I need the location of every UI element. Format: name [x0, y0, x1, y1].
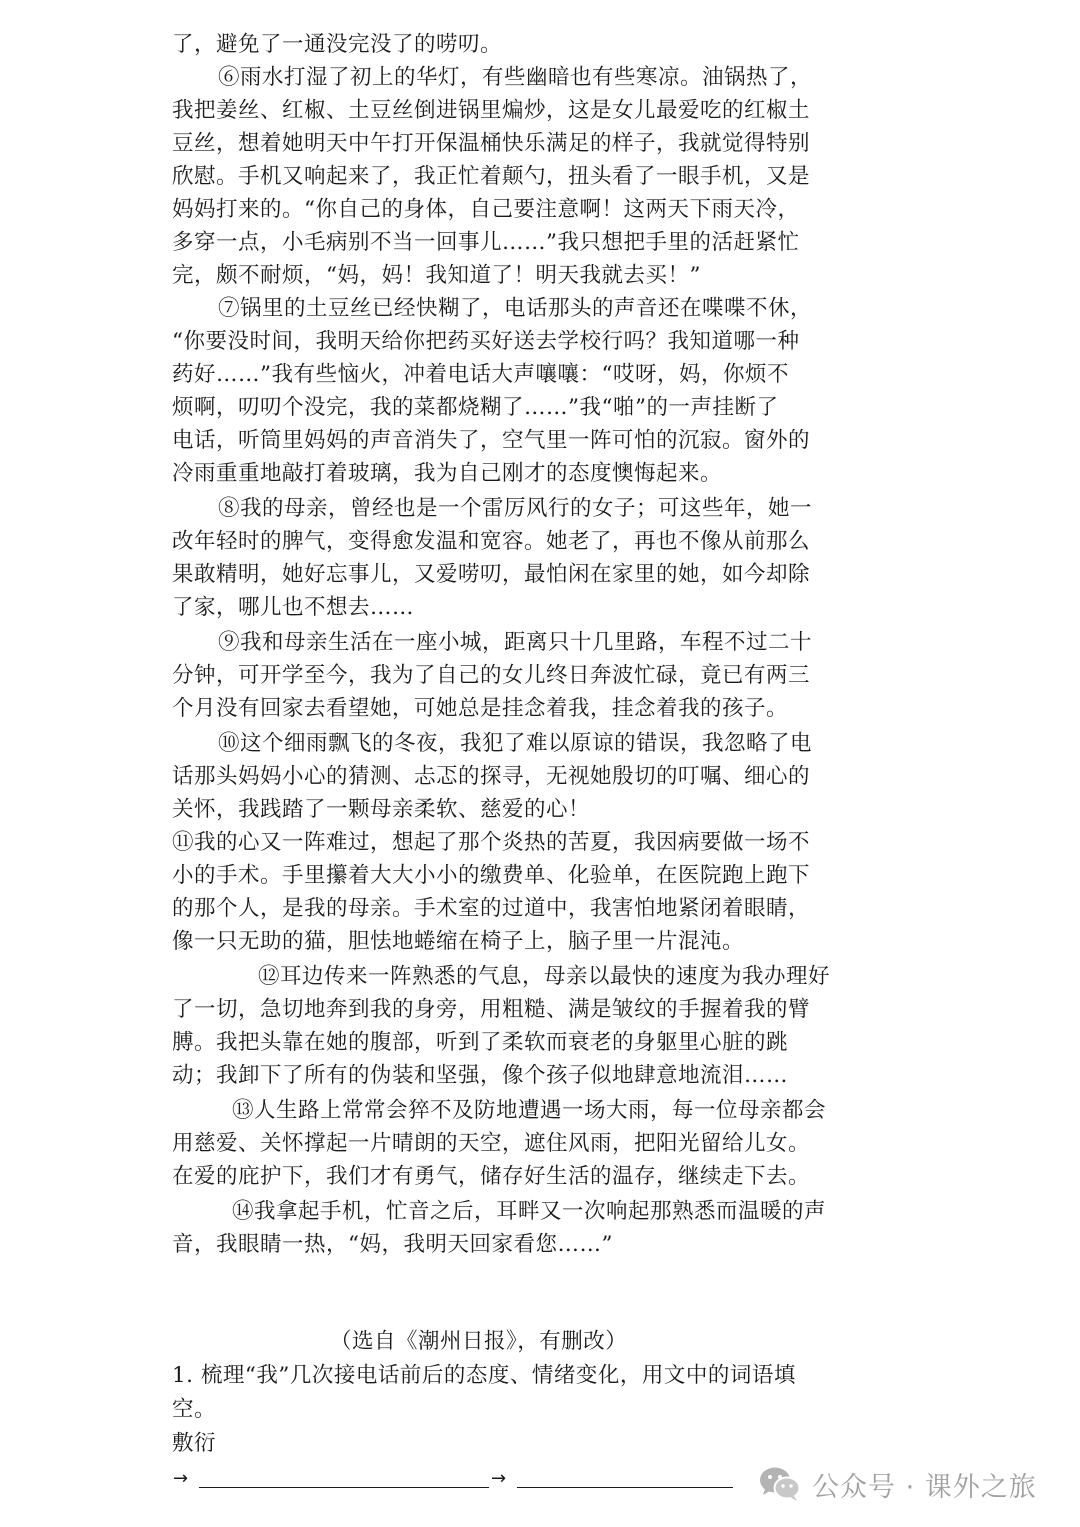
passage-line: 烦啊，叨叨个没完，我的菜都烧糊了……”我“啪”的一声挂断了 [172, 395, 779, 420]
passage-line: 妈妈打来的。“你自己的身体，自己要注意啊！这两天下雨天冷， [172, 197, 800, 222]
watermark [758, 1462, 1037, 1506]
passage-line: 冷雨重重地敲打着玻璃，我为自己刚才的态度懊悔起来。 [172, 461, 723, 486]
passage-line: ⑫耳边传来一阵熟悉的气息，母亲以最快的速度为我办理好 [258, 964, 831, 989]
passage-line: 药好……”我有些恼火，冲着电话大声嚷嚷：“哎呀，妈，你烦不 [172, 362, 789, 387]
passage-line: 的那个人，是我的母亲。手术室的过道中，我害怕地紧闭着眼睛， [172, 896, 811, 921]
passage-line: 完，颇不耐烦，“妈，妈！我知道了！明天我就去买！” [172, 263, 701, 288]
question-line: 1. 梳理“我”几次接电话前后的态度、情绪变化，用文中的词语填 [172, 1363, 796, 1388]
passage-line: 改年轻时的脾气，变得愈发温和宽容。她老了，再也不像从前那么 [172, 529, 811, 554]
passage-line: 电话，听筒里妈妈的声音消失了，空气里一阵可怕的沉寂。窗外的 [172, 428, 811, 453]
arrow-1: → [173, 1468, 189, 1489]
passage-line: 豆丝，想着她明天中午打开保温桶快乐满足的样子，我就觉得特别 [172, 131, 811, 156]
passage-line: “你要没时间，我明天给你把药买好送去学校行吗？我知道哪一种 [172, 329, 800, 354]
passage-line: 了一切，急切地奔到我的身旁，用粗糙、满是皱纹的手握着我的臂 [172, 997, 811, 1022]
passage-line: 话那头妈妈小心的猜测、忐忑的探寻，无视她殷切的叮嘱、细心的 [172, 764, 811, 789]
arrow-2: → [491, 1468, 507, 1489]
passage-line: ⑩这个细雨飘飞的冬夜，我犯了难以原谅的错误，我忽略了电 [218, 731, 813, 756]
passage-line: ⑦锅里的土豆丝已经快糊了，电话那头的声音还在喋喋不休， [218, 296, 813, 321]
passage-line: ⑪我的心又一阵难过，想起了那个炎热的苦夏，我因病要做一场不 [172, 830, 811, 855]
passage-line: 了，避免了一通没完没了的唠叨。 [172, 32, 503, 57]
source-citation: （选自《潮州日报》，有删改） [330, 1329, 628, 1354]
passage-line: ⑨我和母亲生活在一座小城，距离只十几里路，车程不过二十 [218, 630, 813, 655]
passage-line: 在爱的庇护下，我们才有勇气，储存好生活的温存，继续走下去。 [172, 1164, 811, 1189]
passage-line: 果敢精明，她好忘事儿，又爱唠叨，最怕闲在家里的她，如今却除 [172, 562, 811, 587]
passage-line: 小的手术。手里攥着大大小小的缴费单、化验单，在医院跑上跑下 [172, 863, 811, 888]
passage-line: 像一只无助的猫，胆怯地蜷缩在椅子上，脑子里一片混沌。 [172, 929, 745, 954]
answer-blank-1[interactable] [199, 1487, 489, 1488]
passage-line: ⑥雨水打湿了初上的华灯，有些幽暗也有些寒凉。油锅热了， [218, 65, 813, 90]
passage-line: 多穿一点，小毛病别不当一回事儿……”我只想把手里的活赶紧忙 [172, 230, 800, 255]
answer-first-word: 敷衍 [172, 1431, 217, 1456]
passage-line: ⑧我的母亲，曾经也是一个雷厉风行的女子；可这些年，她一 [218, 496, 813, 521]
passage-line: 用慈爱、关怀撑起一片晴朗的天空，遮住风雨，把阳光留给儿女。 [172, 1131, 811, 1156]
answer-blank-2[interactable] [517, 1487, 733, 1488]
answer-blanks [173, 1465, 733, 1505]
watermark-text: 公众号 · 课外之旅 [812, 1471, 1037, 1503]
passage-line: 欣慰。手机又响起来了，我正忙着颠勺，扭头看了一眼手机，又是 [172, 164, 811, 189]
passage-line: 音，我眼睛一热，“妈，我明天回家看您……” [172, 1232, 613, 1257]
passage-line: ⑭我拿起手机，忙音之后，耳畔又一次响起那熟悉而温暖的声 [232, 1199, 827, 1224]
passage-line: 关怀，我践踏了一颗母亲柔软、慈爱的心！ [172, 797, 591, 822]
passage-line: ⑬人生路上常常会猝不及防地遭遇一场大雨，每一位母亲都会 [232, 1098, 827, 1123]
passage-line: 膊。我把头靠在她的腹部，听到了柔软而衰老的身躯里心脏的跳 [172, 1030, 789, 1055]
passage-line: 个月没有回家去看望她，可她总是挂念着我，挂念着我的孩子。 [172, 696, 789, 721]
wechat-icon [758, 1465, 802, 1503]
passage-line: 动；我卸下了所有的伪装和坚强，像个孩子似地肆意地流泪…… [172, 1063, 789, 1088]
passage-line: 分钟，可开学至今，我为了自己的女儿终日奔波忙碌，竟已有两三 [172, 663, 811, 688]
passage-line: 我把姜丝、红椒、土豆丝倒进锅里煸炒，这是女儿最爱吃的红椒土 [172, 98, 811, 123]
question-line: 空。 [172, 1397, 217, 1422]
passage-line: 了家，哪儿也不想去…… [172, 595, 415, 620]
